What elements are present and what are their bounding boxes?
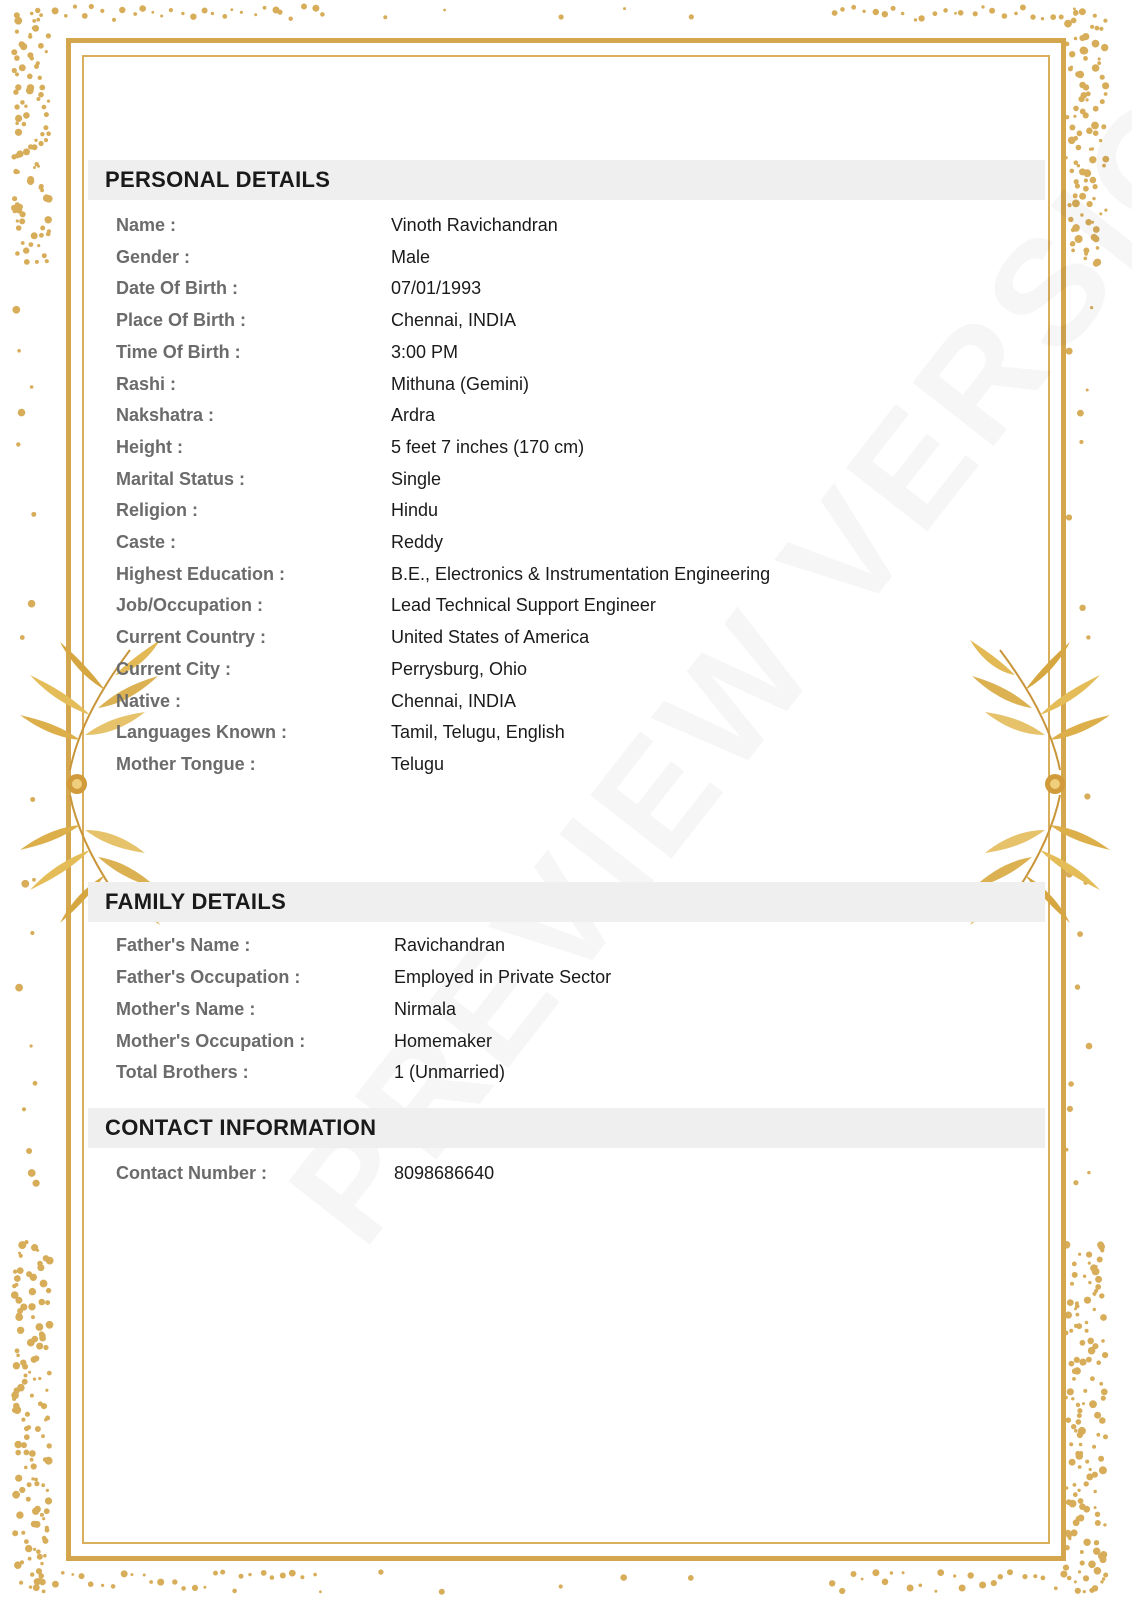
personal-row (116, 405, 1016, 431)
field-label: Father's Occupation : (116, 967, 301, 987)
personal-row (116, 469, 1016, 495)
field-label: Nakshatra : (116, 405, 215, 425)
field-label: Total Brothers : (116, 1062, 249, 1082)
field-label: Gender : (116, 247, 191, 267)
family-row (116, 935, 1016, 961)
field-value: Employed in Private Sector (394, 967, 612, 987)
field-value: Chennai, INDIA (391, 691, 517, 711)
field-value: Male (391, 247, 431, 267)
field-value: Nirmala (394, 999, 457, 1019)
field-value: 1 (Unmarried) (394, 1062, 506, 1082)
personal-row (116, 532, 1016, 558)
personal-row (116, 215, 1016, 241)
personal-row (116, 659, 1016, 685)
field-value: Perrysburg, Ohio (391, 659, 528, 679)
field-value: Tamil, Telugu, English (391, 722, 565, 742)
field-label: Name : (116, 215, 177, 235)
field-label: Time Of Birth : (116, 342, 241, 362)
field-label: Date Of Birth : (116, 278, 239, 298)
personal-details-header: PERSONAL DETAILS (88, 160, 1045, 200)
field-label: Mother Tongue : (116, 754, 256, 774)
field-value: 8098686640 (394, 1163, 495, 1183)
personal-row (116, 564, 1016, 590)
field-value: Chennai, INDIA (391, 310, 517, 330)
field-value: Mithuna (Gemini) (391, 374, 530, 394)
personal-row (116, 722, 1016, 748)
field-label: Mother's Occupation : (116, 1031, 306, 1051)
field-label: Contact Number : (116, 1163, 268, 1183)
personal-row (116, 627, 1016, 653)
family-row (116, 1062, 1016, 1088)
field-value: United States of America (391, 627, 590, 647)
family-details-header: FAMILY DETAILS (88, 882, 1045, 922)
personal-row (116, 374, 1016, 400)
field-label: Height : (116, 437, 183, 457)
field-label: Mother's Name : (116, 999, 256, 1019)
personal-row (116, 500, 1016, 526)
field-label: Marital Status : (116, 469, 246, 489)
field-value: Ardra (391, 405, 436, 425)
field-label: Native : (116, 691, 182, 711)
field-label: Highest Education : (116, 564, 286, 584)
field-label: Place Of Birth : (116, 310, 247, 330)
personal-row (116, 278, 1016, 304)
field-value: 07/01/1993 (391, 278, 482, 298)
field-value: Lead Technical Support Engineer (391, 595, 656, 615)
field-label: Current Country : (116, 627, 266, 647)
personal-row (116, 691, 1016, 717)
field-value: Hindu (391, 500, 439, 520)
field-value: Homemaker (394, 1031, 493, 1051)
field-value: 5 feet 7 inches (170 cm) (391, 437, 585, 457)
family-row (116, 1031, 1016, 1057)
field-value: Vinoth Ravichandran (391, 215, 558, 235)
personal-row (116, 310, 1016, 336)
family-row (116, 967, 1016, 993)
field-label: Languages Known : (116, 722, 287, 742)
contact-row (116, 1163, 1016, 1189)
family-row (116, 999, 1016, 1025)
field-label: Father's Name : (116, 935, 251, 955)
field-label: Caste : (116, 532, 177, 552)
personal-row (116, 754, 1016, 780)
field-label: Job/Occupation : (116, 595, 264, 615)
field-label: Rashi : (116, 374, 177, 394)
personal-row (116, 247, 1016, 273)
field-value: Single (391, 469, 442, 489)
field-label: Religion : (116, 500, 198, 520)
contact-information-header: CONTACT INFORMATION (88, 1108, 1045, 1148)
personal-row (116, 595, 1016, 621)
personal-row (116, 342, 1016, 368)
personal-row (116, 437, 1016, 463)
field-label: Current City : (116, 659, 232, 679)
field-value: Telugu (391, 754, 445, 774)
field-value: B.E., Electronics & Instrumentation Engineering (391, 564, 771, 584)
field-value: 3:00 PM (391, 342, 459, 362)
field-value: Reddy (391, 532, 444, 552)
field-value: Ravichandran (394, 935, 506, 955)
